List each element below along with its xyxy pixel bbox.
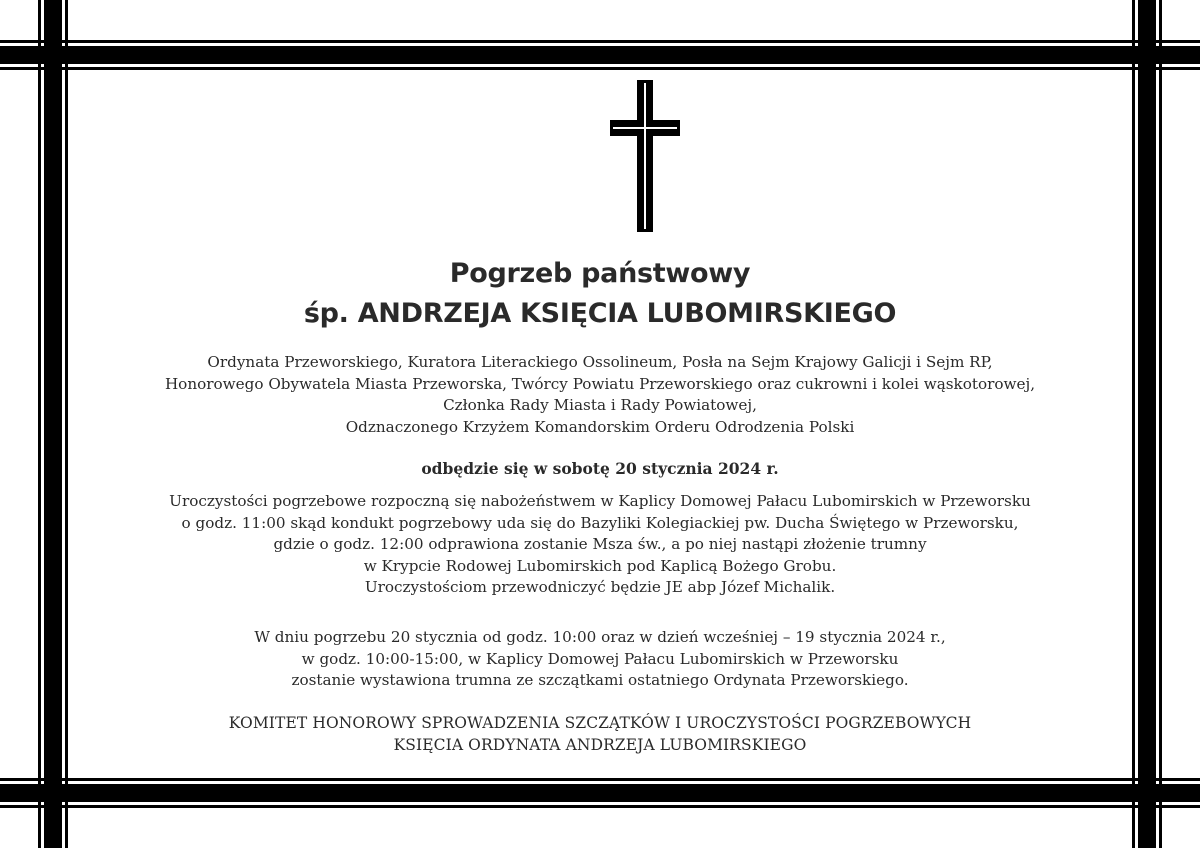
titles-line: Odznaczonego Krzyżem Komandorskim Orderu Odrodzenia Polski — [345, 417, 855, 436]
viewing-line: zostanie wystawiona trumna ze szczątkami ostatniego Ordynata Przeworskiego. — [291, 671, 909, 689]
funeral-date: odbędzie się w sobotę 20 stycznia 2024 r. — [421, 459, 779, 478]
viewing-line: w godz. 10:00-15:00, w Kaplicy Domowej Pałacu Lubomirskich w Przeworsku — [301, 649, 899, 668]
ceremony-line: gdzie o godz. 12:00 odprawiona zostanie Msza św., a po niej nastąpi złożenie trumny — [273, 535, 927, 553]
heading-deceased-name: śp. ANDRZEJA KSIĘCIA LUBOMIRSKIEGO — [303, 298, 897, 329]
ceremony-line: w Krypcie Rodowej Lubomirskich pod Kaplicą Bożego Grobu. — [363, 556, 837, 575]
honorary-committee — [80, 713, 1120, 756]
ceremony-description — [80, 491, 1120, 599]
titles-line: Honorowego Obywatela Miasta Przeworska, Twórcy Powiatu Przeworskiego oraz cukrowni i kolei wąskotorowej, — [164, 374, 1036, 393]
heading-title: Pogrzeb państwowy — [449, 258, 751, 289]
committee-line: KSIĘCIA ORDYNATA ANDRZEJA LUBOMIRSKIEGO — [393, 735, 807, 754]
deceased-titles — [80, 352, 1120, 438]
ceremony-line: o godz. 11:00 skąd kondukt pogrzebowy uda się do Bazyliki Kolegiackiej pw. Ducha Świętego w Przeworsku, — [181, 513, 1019, 532]
viewing-line: W dniu pogrzebu 20 stycznia od godz. 10:00 oraz w dzień wcześniej – 19 stycznia 2024 r., — [254, 628, 946, 646]
ceremony-line: Uroczystości pogrzebowe rozpoczną się nabożeństwem w Kaplicy Domowej Pałacu Lubomirskich w Przeworsku — [169, 492, 1031, 510]
titles-line: Ordynata Przeworskiego, Kuratora Literackiego Ossolineum, Posła na Sejm Krajowy Galicji i Sejm RP, — [207, 353, 993, 371]
ceremony-line: Uroczystościom przewodniczyć będzie JE abp Józef Michalik. — [364, 578, 836, 596]
titles-line: Członka Rady Miasta i Rady Powiatowej, — [443, 396, 757, 414]
latin-cross-icon — [610, 80, 680, 232]
viewing-information — [80, 627, 1120, 692]
committee-line: KOMITET HONOROWY SPROWADZENIA SZCZĄTKÓW I UROCZYSTOŚCI POGRZEBOWYCH — [228, 714, 972, 732]
